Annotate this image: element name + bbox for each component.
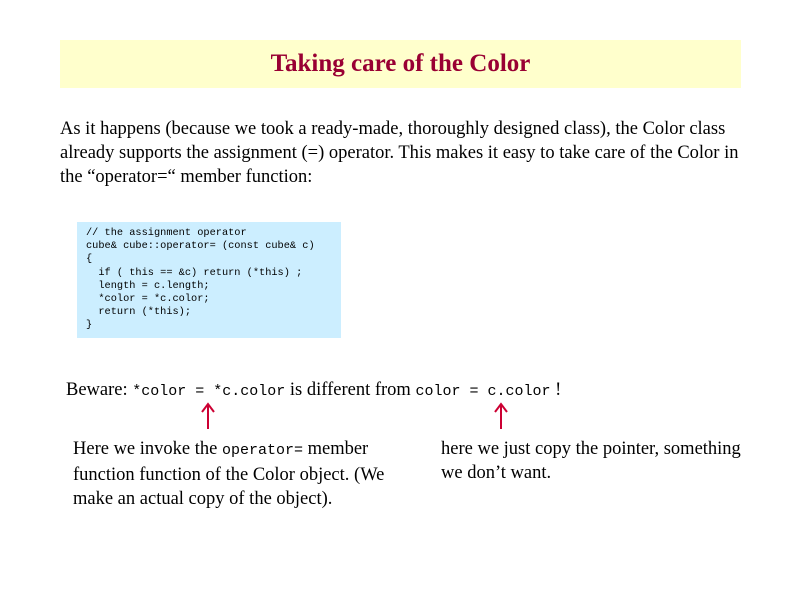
code-line: cube& cube::operator= (const cube& c)	[86, 240, 315, 253]
code-line: if ( this == &c) return (*this) ;	[86, 266, 303, 279]
note-left-before: Here we invoke the	[73, 439, 222, 459]
code-line: return (*this);	[86, 306, 192, 319]
code-line: // the assignment operator	[86, 227, 247, 239]
intro-paragraph: As it happens (because we took a ready-made, thoroughly designed class), the Color class already supports the assignment (=) operator. This makes it easy to take care of the Color in the “operator=“ member function:	[60, 119, 739, 187]
note-pointer-copy: here we just copy the pointer, something we don’t want.	[441, 439, 741, 483]
beware-code-pointer-copy: color = c.color	[415, 383, 551, 400]
arrow-up-icon	[494, 402, 508, 430]
beware-prefix: Beware:	[66, 380, 133, 400]
beware-suffix: !	[550, 380, 562, 400]
beware-code-deep-copy: *color = *c.color	[132, 383, 286, 400]
code-line: }	[86, 319, 93, 332]
note-left-after: member function function of the Color object. (We make an actual copy of the object).	[73, 439, 385, 509]
code-line: {	[86, 253, 93, 266]
beware-line	[66, 378, 561, 404]
arrow-up-icon	[201, 402, 215, 430]
code-block	[77, 222, 341, 338]
title-bar	[60, 40, 741, 88]
slide-title: Taking care of the Color	[270, 50, 531, 77]
code-line: *color = *c.color;	[86, 293, 210, 306]
note-deep-copy	[73, 437, 403, 511]
beware-middle: is different from	[285, 380, 416, 400]
note-left-code: operator=	[221, 442, 303, 459]
code-line: length = c.length;	[86, 279, 210, 292]
